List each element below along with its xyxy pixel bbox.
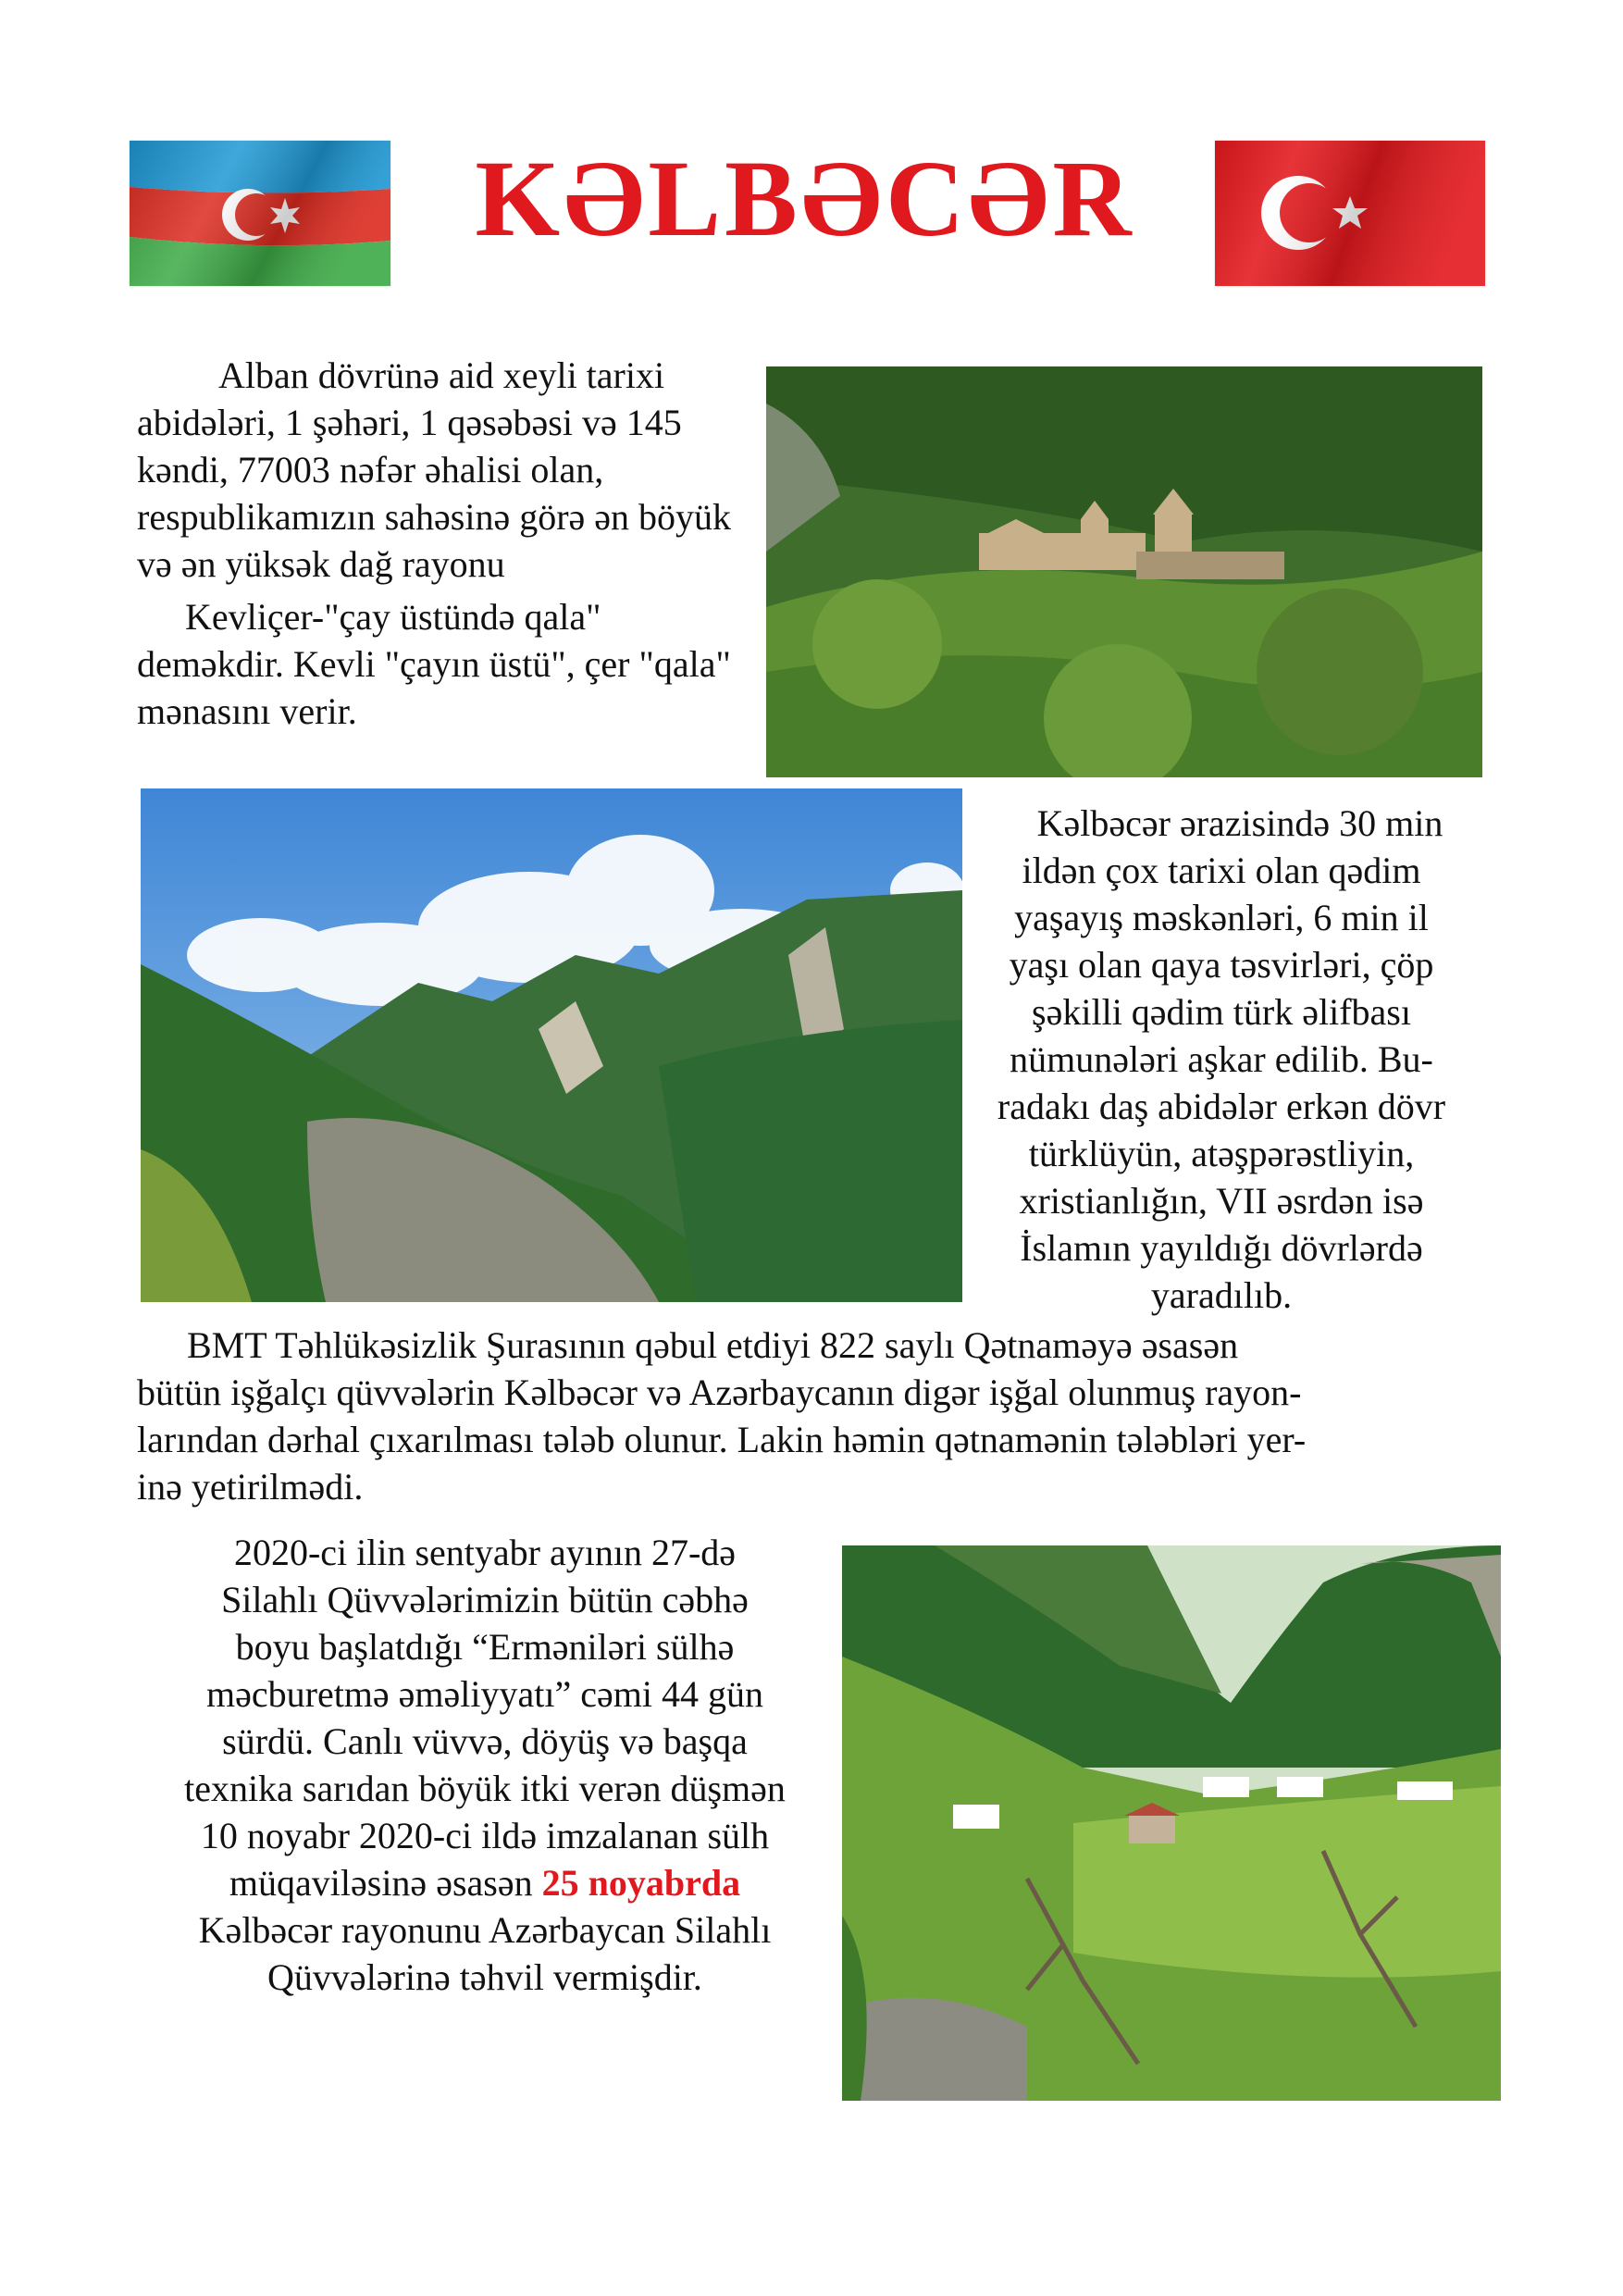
history-line: yaşı olan qaya təsvirləri, çöp (1009, 944, 1434, 986)
history-line: yaradılıb. (1150, 1274, 1293, 1316)
liberation-date-highlight: 25 noyabrda (541, 1862, 741, 1904)
page-title: KƏLBƏCƏR (475, 138, 1135, 259)
history-line: yaşayış məskənləri, 6 min il (1014, 897, 1429, 938)
mountains-photo (141, 788, 962, 1302)
liberation-line: 10 noyabr 2020-ci ildə imzalanan sülh (200, 1815, 770, 1856)
history-line: xristianlığın, VII əsrdən isə (1019, 1180, 1424, 1222)
resolution-line: larından dərhal çıxarılması tələb olunur. Lakin həmin qətnamənin tələbləri yer- (137, 1419, 1307, 1460)
liberation-line: Silahlı Qüvvələrimizin bütün cəbhə (221, 1579, 749, 1620)
liberation-line: 2020-ci ilin sentyabr ayının 27-də (233, 1532, 737, 1573)
resolution-line: bütün işğalçı qüvvələrin Kəlbəcər və Azərbaycanın digər işğal olunmuş rayon- (137, 1371, 1302, 1413)
liberation-line: Kəlbəcər rayonunu Azərbaycan Silahlı (198, 1909, 772, 1951)
history-line: türklüyün, atəşpərəstliyin, (1028, 1133, 1415, 1174)
history-line: radakı daş abidələr erkən dövr (997, 1086, 1446, 1127)
history-line: ildən çox tarixi olan qədim (1022, 850, 1421, 891)
intro-paragraph: Alban dövrünə aid xeyli tarixi abidələri, 1 şəhəri, 1 qəsəbəsi və 145 kəndi, 77003 nəfər əhalisi olan, respublikamızın sahəsinə görə ən böyük və ən yüksək dağ rayonu (137, 354, 732, 585)
liberation-line (137, 1859, 833, 1906)
valley-village-photo (842, 1545, 1501, 2101)
history-line: şəkilli qədim türk əlifbası (1032, 991, 1411, 1033)
history-text (962, 800, 1481, 1319)
intro-text (137, 352, 748, 735)
history-line: İslamın yayıldığı dövrlərdə (1020, 1227, 1423, 1269)
liberation-line: məcburetmə əməliyyatı” cəmi 44 gün (206, 1673, 763, 1715)
resolution-line: inə yetirilmədi. (137, 1466, 364, 1508)
liberation-line: sürdü. Canlı vüvvə, döyüş və başqa (222, 1720, 748, 1762)
un-resolution-text (137, 1322, 1497, 1510)
resolution-line: BMT Təhlükəsizlik Şurasının qəbul etdiyi 822 saylı Qətnaməyə əsasən (187, 1324, 1239, 1366)
liberation-line: texnika sarıdan böyük itki verən düşmən (184, 1768, 786, 1809)
liberation-line: Qüvvələrinə təhvil vermişdir. (267, 1956, 702, 1998)
liberation-text (137, 1529, 833, 2001)
history-line: Kəlbəcər ərazisində 30 min (1036, 802, 1443, 844)
azerbaijan-flag-image (130, 141, 390, 286)
etymology-paragraph: Kevliçer-"çay üstündə qala" deməkdir. Kevli "çayın üstü", çer "qala" mənasını verir. (137, 596, 731, 732)
history-line: nümunələri aşkar edilib. Bu- (1010, 1038, 1433, 1080)
monastery-photo (766, 366, 1482, 777)
liberation-line-text: müqaviləsinə əsasən (229, 1862, 542, 1904)
turkey-flag-image (1215, 141, 1485, 286)
liberation-line: boyu başlatdığı “Erməniləri sülhə (235, 1626, 735, 1668)
